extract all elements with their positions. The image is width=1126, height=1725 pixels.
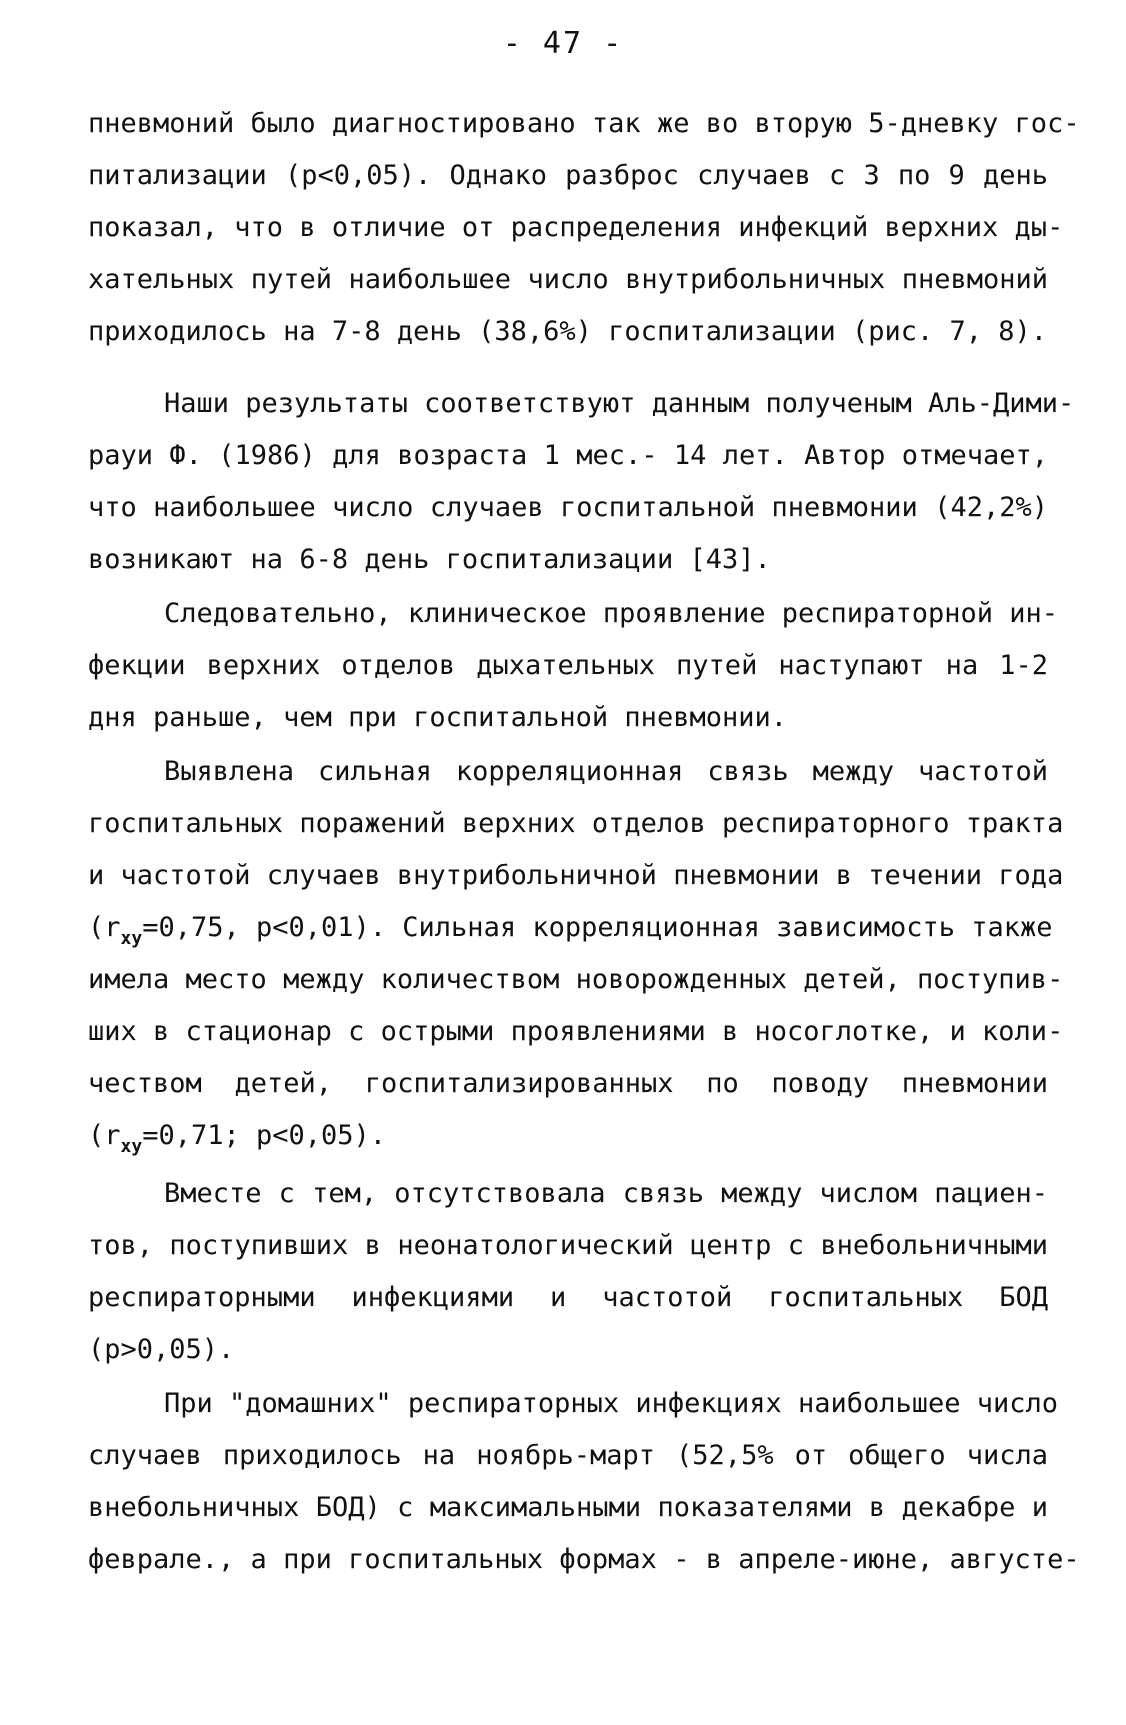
text-line: госпитальных поражений верхних отделов респираторного тракта (88, 808, 1064, 839)
page-number: - 47 - (502, 26, 624, 61)
text-line: показал, что в отличие от распределения инфекций верхних ды- (88, 212, 1064, 243)
correlation-subscript: xy (120, 928, 143, 949)
text-line: Следовательно, клиническое проявление респираторной ин- (164, 598, 1059, 629)
correlation-subscript: xy (120, 1136, 143, 1157)
text-line: (р>0,05). (88, 1334, 235, 1365)
text-line: Выявлена сильная корреляционная связь между частотой (164, 756, 1048, 787)
text-line: имела место между количеством новорожденных детей, поступив- (88, 964, 1064, 995)
text-line-with-correlation (88, 902, 1053, 954)
text-line: При "домашних" респираторных инфекциях наибольшее число (164, 1388, 1059, 1419)
text-line: что наибольшее число случаев госпитальной пневмонии (42,2%) (88, 492, 1048, 523)
text-line: и частотой случаев внутрибольничной пневмонии в течении года (88, 860, 1064, 891)
text-line: случаев приходилось на ноябрь-март (52,5% от общего числа (88, 1440, 1048, 1471)
text-line: Наши результаты соответствуют данным полученым Аль-Дими- (164, 388, 1075, 419)
correlation-symbol: (r (88, 1120, 121, 1151)
text-line: фекции верхних отделов дыхательных путей наступают на 1-2 (88, 650, 1048, 681)
text-line: хательных путей наибольшее число внутрибольничных пневмоний (88, 264, 1048, 295)
text-line: возникают на 6-8 день госпитализации [43]. (88, 544, 771, 575)
text-line-with-correlation (88, 1110, 1048, 1162)
paragraph-4 (88, 746, 1064, 1162)
text-line-rest: =0,75, р<0,01). Сильная корреляционная зависимость также (142, 912, 1053, 943)
text-line: тов, поступивших в неонатологический центр с внебольничными (88, 1230, 1048, 1261)
paragraph-3 (88, 588, 1059, 744)
paragraph-1 (88, 98, 1080, 358)
text-line: дня раньше, чем при госпитальной пневмонии. (88, 702, 787, 733)
text-line: рауи Ф. (1986) для возраста 1 мес.- 14 лет. Автор отмечает, (88, 440, 1048, 471)
text-line: приходилось на 7-8 день (38,6%) госпитализации (рис. 7, 8). (88, 316, 1048, 347)
paragraph-6 (88, 1378, 1080, 1586)
paragraph-2 (88, 378, 1075, 586)
text-line: Вместе с тем, отсутствовала связь между числом пациен- (164, 1178, 1048, 1209)
text-line: ших в стационар с острыми проявлениями в носоглотке, и коли- (88, 1016, 1064, 1047)
paragraph-5 (88, 1168, 1048, 1376)
text-line: пневмоний было диагностировано так же во вторую 5-дневку гос- (88, 108, 1080, 139)
text-line: чеством детей, госпитализированных по поводу пневмонии (88, 1068, 1048, 1099)
correlation-symbol: (r (88, 912, 121, 943)
text-line: питализации (р<0,05). Однако разброс случаев с 3 по 9 день (88, 160, 1048, 191)
text-line: внебольничных БОД) с максимальными показателями в декабре и (88, 1492, 1048, 1523)
text-line-rest: =0,71; р<0,05). (142, 1120, 387, 1151)
text-line: феврале., а при госпитальных формах - в апреле-июне, августе- (88, 1544, 1080, 1575)
text-line: респираторными инфекциями и частотой госпитальных БОД (88, 1282, 1048, 1313)
